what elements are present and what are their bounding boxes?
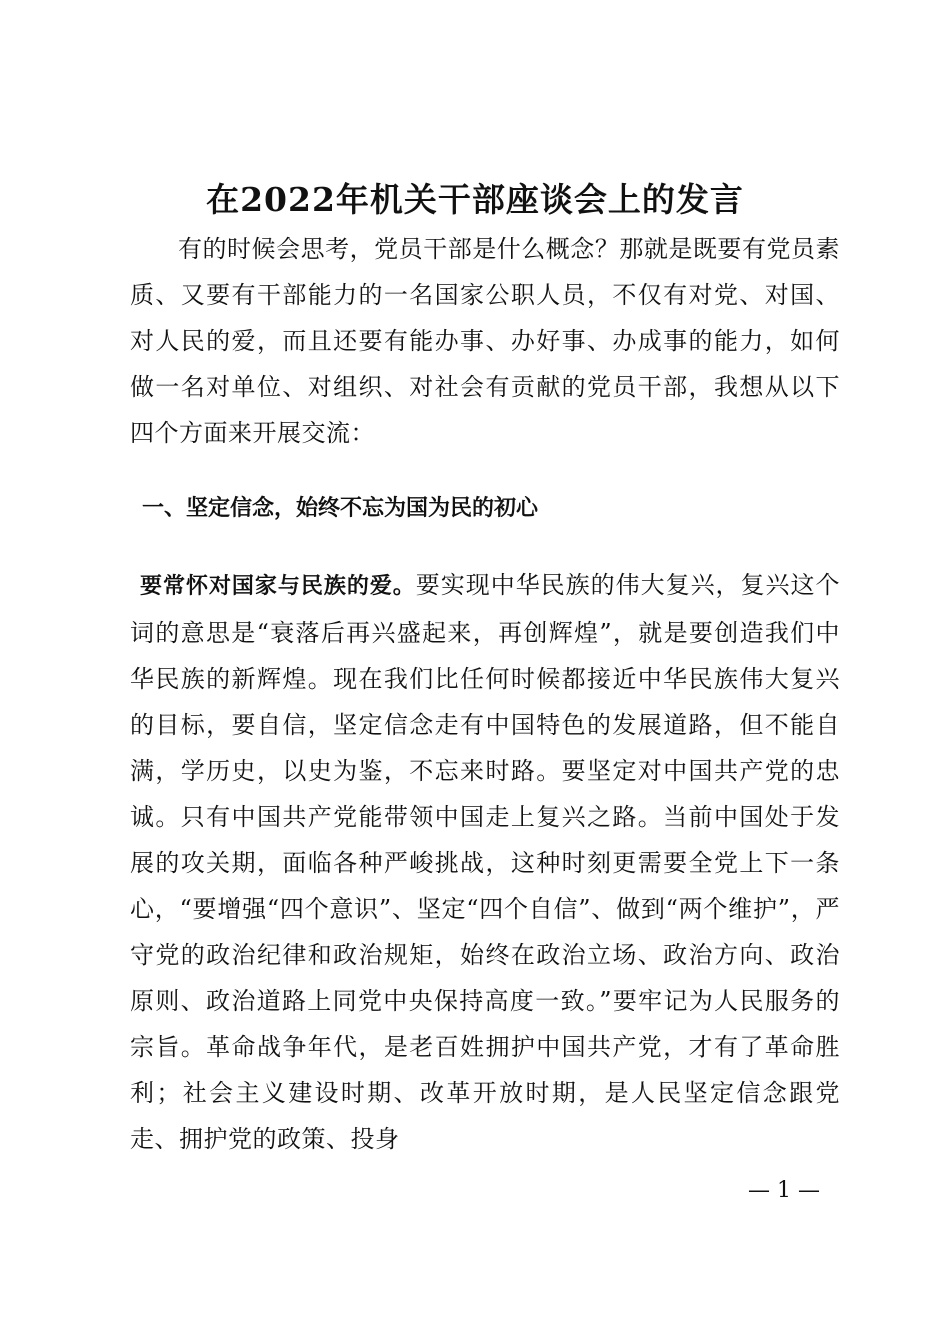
section-body-text: 要实现中华民族的伟大复兴，复兴这个词的意思是“衰落后再兴盛起来，再创辉煌”，就是要创造我们中华民族的新辉煌。现在我们比任何时候都接近中华民族伟大复兴的目标，要自信，坚定信念走有中国特色的发展道路，但不能自满，学历史，以史为鉴，不忘来时路。要坚定对中国共产党的忠诚。只有中国共产党能带领中国走上复兴之路。当前中国处于发展的攻关期，面临各种严峻挑战，这种时刻更需要全党上下一条心，“要增强“四个意识”、坚定“四个自信”、做到“两个维护”，严守党的政治纪律和政治规矩，始终在政治立场、政治方向、政治原则、政治道路上同党中央保持高度一致。”要牢记为人民服务的宗旨。革命战争年代，是老百姓拥护中国共产党，才有了革命胜利；社会主义建设时期、改革开放时期，是人民坚定信念跟党走、拥护党的政策、投身 [130, 571, 840, 1153]
page-number: — 1 — [748, 1178, 820, 1203]
section-paragraph [130, 562, 840, 1162]
section-heading: 一、坚定信念，始终不忘为国为民的初心 [142, 496, 539, 521]
document-title: 在2022年机关干部座谈会上的发言 [206, 180, 744, 219]
intro-paragraph: 有的时候会思考，党员干部是什么概念？那就是既要有党员素质、又要有干部能力的一名国家公职人员，不仅有对党、对国、对人民的爱，而且还要有能办事、办好事、办成事的能力，如何做一名对单位、对组织、对社会有贡献的党员干部，我想从以下四个方面来开展交流： [130, 235, 840, 447]
section-lead-sentence: 要常怀对国家与民族的爱。 [140, 574, 416, 599]
